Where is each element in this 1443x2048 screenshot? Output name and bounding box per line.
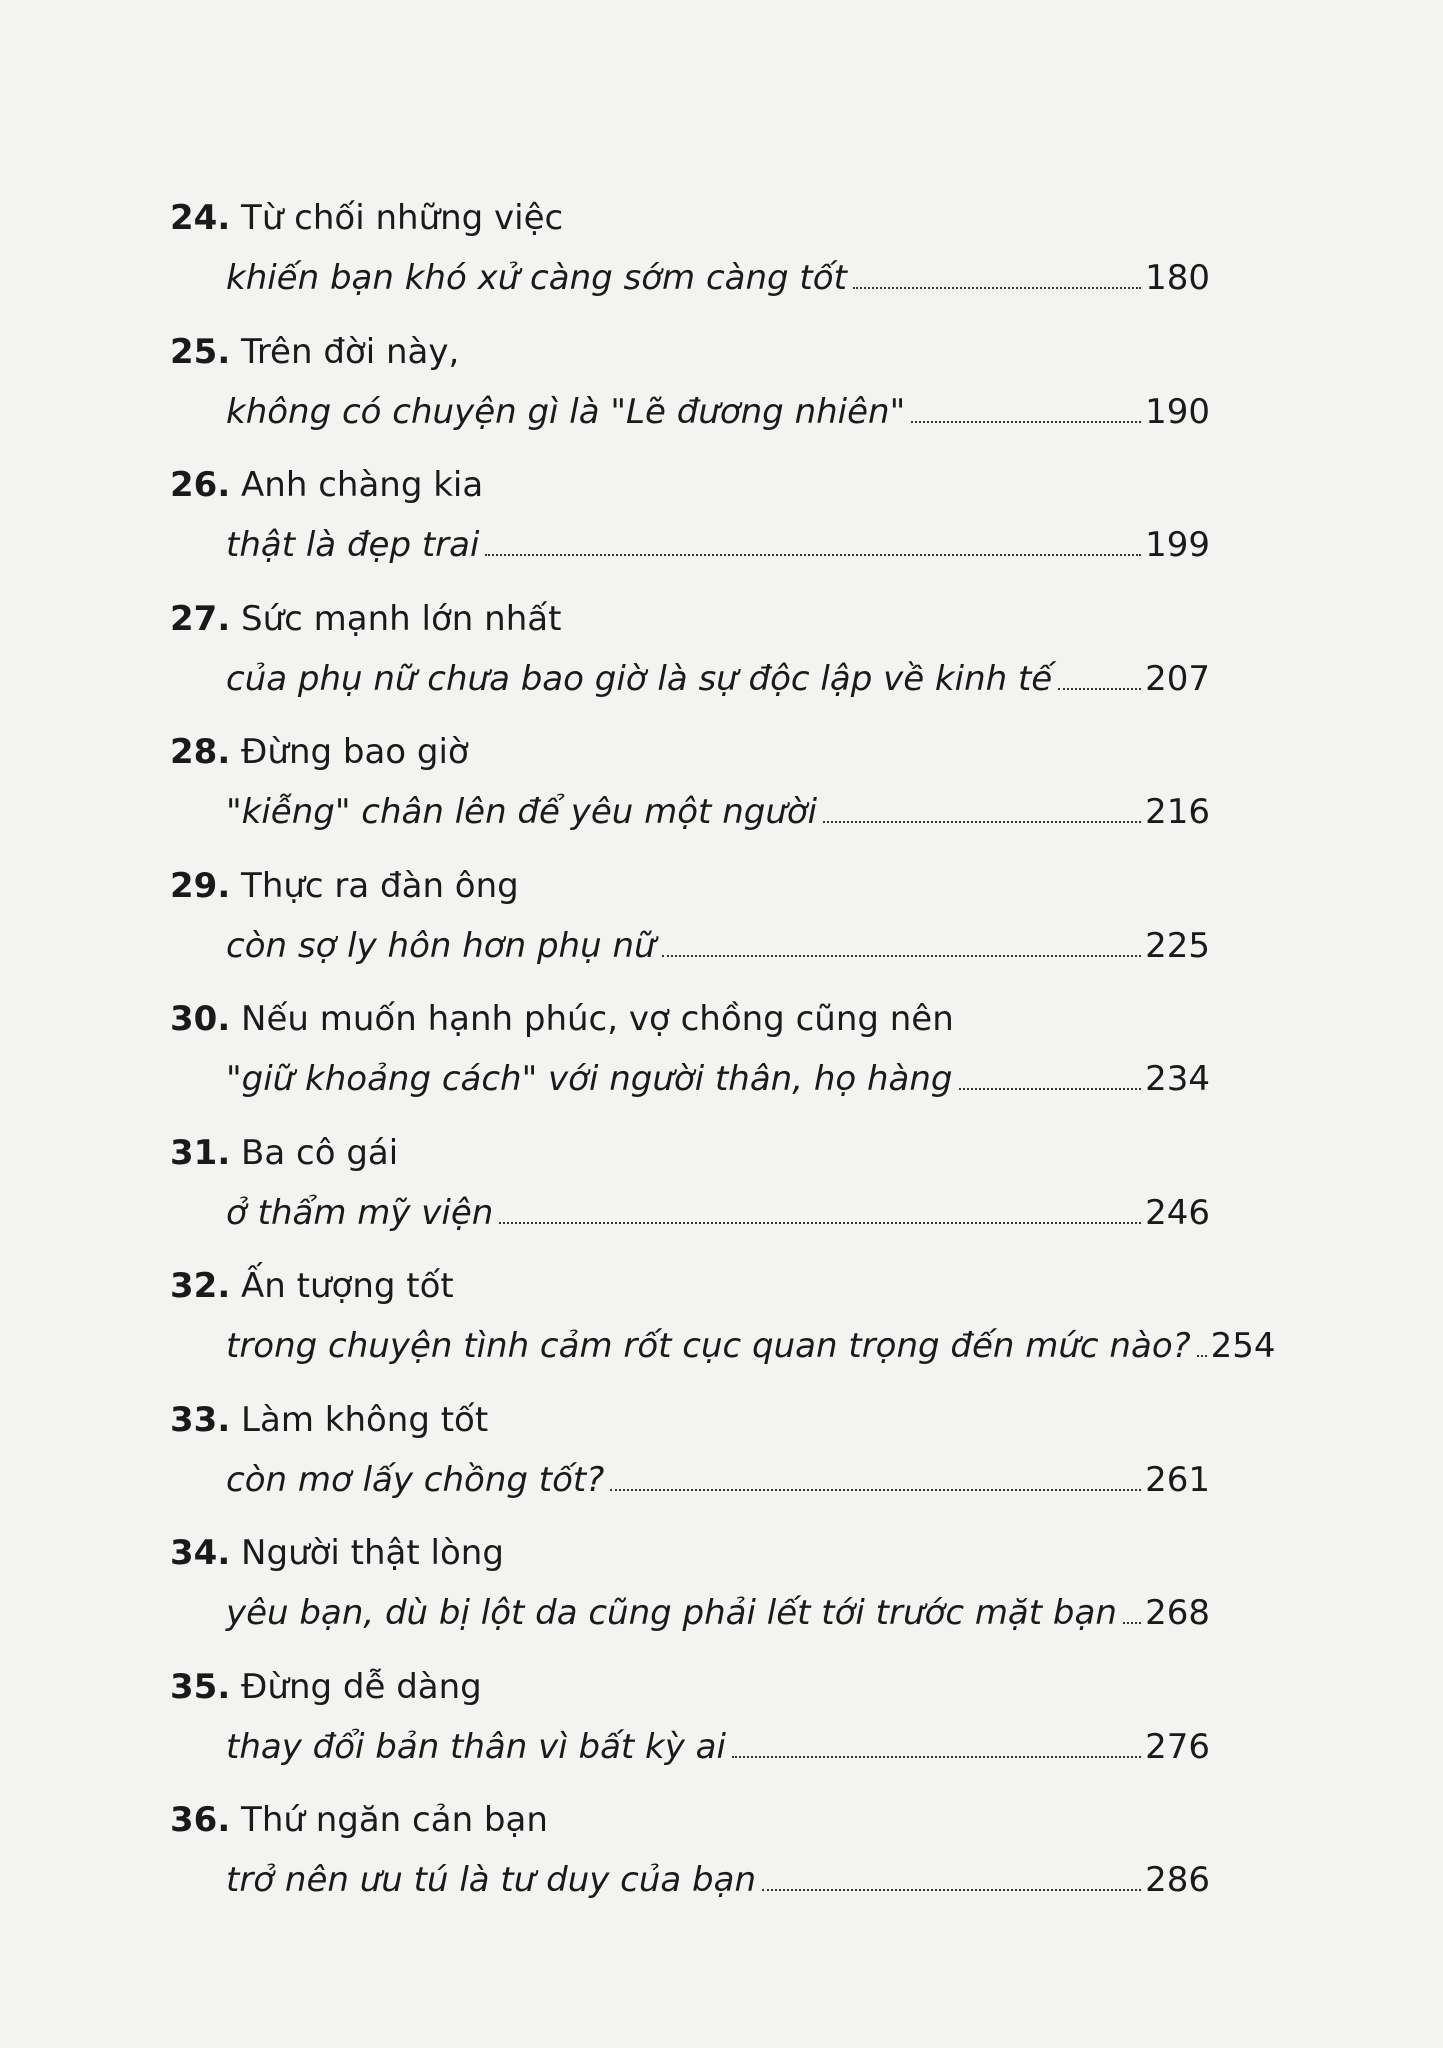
entry-subtitle: "giữ khoảng cách" với người thân, họ hàng	[226, 1059, 953, 1099]
entry-subtitle-line	[226, 1858, 1210, 1902]
toc-entry-32[interactable]	[170, 1264, 1276, 1398]
table-of-contents	[170, 196, 1276, 1932]
toc-entry-26[interactable]	[170, 463, 1210, 597]
entry-subtitle: còn mơ lấy chồng tốt?	[226, 1459, 605, 1500]
entry-title-line	[170, 1665, 482, 1709]
entry-subtitle: khiến bạn khó xử càng sớm càng tốt	[226, 258, 847, 298]
toc-entry-36[interactable]	[170, 1798, 1210, 1932]
entry-title: Sức mạnh lớn nhất	[241, 598, 562, 639]
entry-subtitle-line	[226, 790, 1210, 834]
toc-entry-33[interactable]	[170, 1398, 1210, 1532]
dot-leader	[1058, 688, 1141, 690]
entry-subtitle: "kiễng" chân lên để yêu một người	[226, 792, 818, 832]
entry-subtitle: trở nên ưu tú là tư duy của bạn	[226, 1860, 757, 1900]
entry-title: Ấn tượng tốt	[241, 1266, 454, 1306]
toc-entry-29[interactable]	[170, 864, 1210, 998]
entry-title: Đừng bao giờ	[241, 732, 469, 772]
entry-page-number: 254	[1210, 1326, 1276, 1366]
entry-subtitle: thay đổi bản thân vì bất kỳ ai	[226, 1726, 726, 1767]
entry-subtitle-line	[226, 1458, 1210, 1502]
dot-leader	[823, 821, 1141, 823]
entry-number: 25.	[170, 331, 231, 372]
entry-title-line	[170, 1798, 548, 1842]
dot-leader	[1123, 1622, 1141, 1624]
entry-title-line	[170, 597, 561, 641]
entry-subtitle-line	[226, 657, 1210, 701]
entry-number: 31.	[170, 1132, 231, 1173]
entry-title-line	[170, 864, 519, 908]
entry-title-line	[170, 1131, 398, 1175]
entry-subtitle-line	[226, 256, 1210, 300]
entry-subtitle-line	[226, 1324, 1276, 1368]
toc-entry-28[interactable]	[170, 730, 1210, 864]
toc-entry-27[interactable]	[170, 597, 1210, 731]
entry-title-line	[170, 1531, 504, 1575]
entry-subtitle-line	[226, 1725, 1210, 1769]
dot-leader	[853, 287, 1141, 289]
entry-page-number: 190	[1145, 391, 1210, 432]
entry-page-number: 207	[1145, 658, 1210, 699]
dot-leader	[732, 1756, 1141, 1758]
entry-title-line	[170, 1398, 488, 1442]
entry-page-number: 268	[1145, 1593, 1210, 1633]
entry-title: Thứ ngăn cản bạn	[241, 1800, 548, 1840]
entry-title: Từ chối những việc	[241, 198, 564, 238]
toc-entry-30[interactable]	[170, 997, 1210, 1131]
entry-title-line	[170, 463, 483, 507]
entry-number: 24.	[170, 198, 231, 238]
entry-page-number: 246	[1145, 1192, 1210, 1233]
entry-title: Trên đời này,	[241, 331, 460, 372]
entry-title: Ba cô gái	[241, 1132, 399, 1173]
entry-subtitle-line	[226, 1057, 1210, 1101]
dot-leader	[1197, 1355, 1207, 1357]
entry-subtitle: không có chuyện gì là "Lẽ đương nhiên"	[226, 391, 906, 432]
entry-number: 35.	[170, 1666, 231, 1707]
entry-page-number: 180	[1145, 258, 1210, 298]
entry-subtitle: của phụ nữ chưa bao giờ là sự độc lập về kinh tế	[226, 658, 1053, 699]
entry-title-line	[170, 196, 563, 240]
entry-subtitle-line	[226, 390, 1210, 434]
entry-number: 28.	[170, 732, 231, 772]
entry-title: Anh chàng kia	[241, 465, 484, 505]
toc-entry-31[interactable]	[170, 1131, 1210, 1265]
dot-leader	[911, 421, 1141, 423]
entry-subtitle: yêu bạn, dù bị lột da cũng phải lết tới trước mặt bạn	[226, 1593, 1117, 1633]
entry-number: 30.	[170, 999, 231, 1039]
entry-page-number: 199	[1145, 525, 1210, 565]
toc-entry-34[interactable]	[170, 1531, 1210, 1665]
entry-title-line	[170, 1264, 454, 1308]
entry-subtitle-line	[226, 523, 1210, 567]
entry-subtitle-line	[226, 924, 1210, 968]
entry-title: Người thật lòng	[241, 1533, 504, 1573]
entry-title: Làm không tốt	[241, 1399, 489, 1440]
entry-subtitle-line	[226, 1591, 1210, 1635]
entry-subtitle: còn sợ ly hôn hơn phụ nữ	[226, 925, 656, 966]
dot-leader	[662, 955, 1142, 957]
entry-subtitle: trong chuyện tình cảm rốt cục quan trọng đến mức nào?	[226, 1326, 1191, 1366]
entry-page-number: 286	[1145, 1860, 1210, 1900]
entry-title-line	[170, 997, 954, 1041]
entry-number: 32.	[170, 1266, 231, 1306]
entry-page-number: 234	[1145, 1059, 1210, 1099]
entry-number: 33.	[170, 1399, 231, 1440]
entry-page-number: 216	[1145, 792, 1210, 832]
toc-entry-25[interactable]	[170, 330, 1210, 464]
entry-title: Đừng dễ dàng	[241, 1666, 482, 1707]
entry-page-number: 261	[1145, 1459, 1210, 1500]
entry-subtitle: ở thẩm mỹ viện	[226, 1192, 494, 1233]
entry-title-line	[170, 330, 459, 374]
entry-subtitle-line	[226, 1191, 1210, 1235]
entry-page-number: 276	[1145, 1726, 1210, 1767]
dot-leader	[485, 554, 1141, 556]
entry-title: Thực ra đàn ông	[241, 865, 519, 906]
entry-number: 27.	[170, 598, 231, 639]
dot-leader	[959, 1088, 1142, 1090]
dot-leader	[610, 1489, 1141, 1491]
entry-number: 34.	[170, 1533, 231, 1573]
toc-entry-35[interactable]	[170, 1665, 1210, 1799]
entry-title: Nếu muốn hạnh phúc, vợ chồng cũng nên	[241, 999, 954, 1039]
dot-leader	[499, 1222, 1141, 1224]
entry-title-line	[170, 730, 469, 774]
toc-entry-24[interactable]	[170, 196, 1210, 330]
entry-subtitle: thật là đẹp trai	[226, 525, 480, 565]
entry-page-number: 225	[1145, 925, 1210, 966]
entry-number: 29.	[170, 865, 231, 906]
dot-leader	[762, 1889, 1141, 1891]
entry-number: 36.	[170, 1800, 231, 1840]
entry-number: 26.	[170, 465, 231, 505]
